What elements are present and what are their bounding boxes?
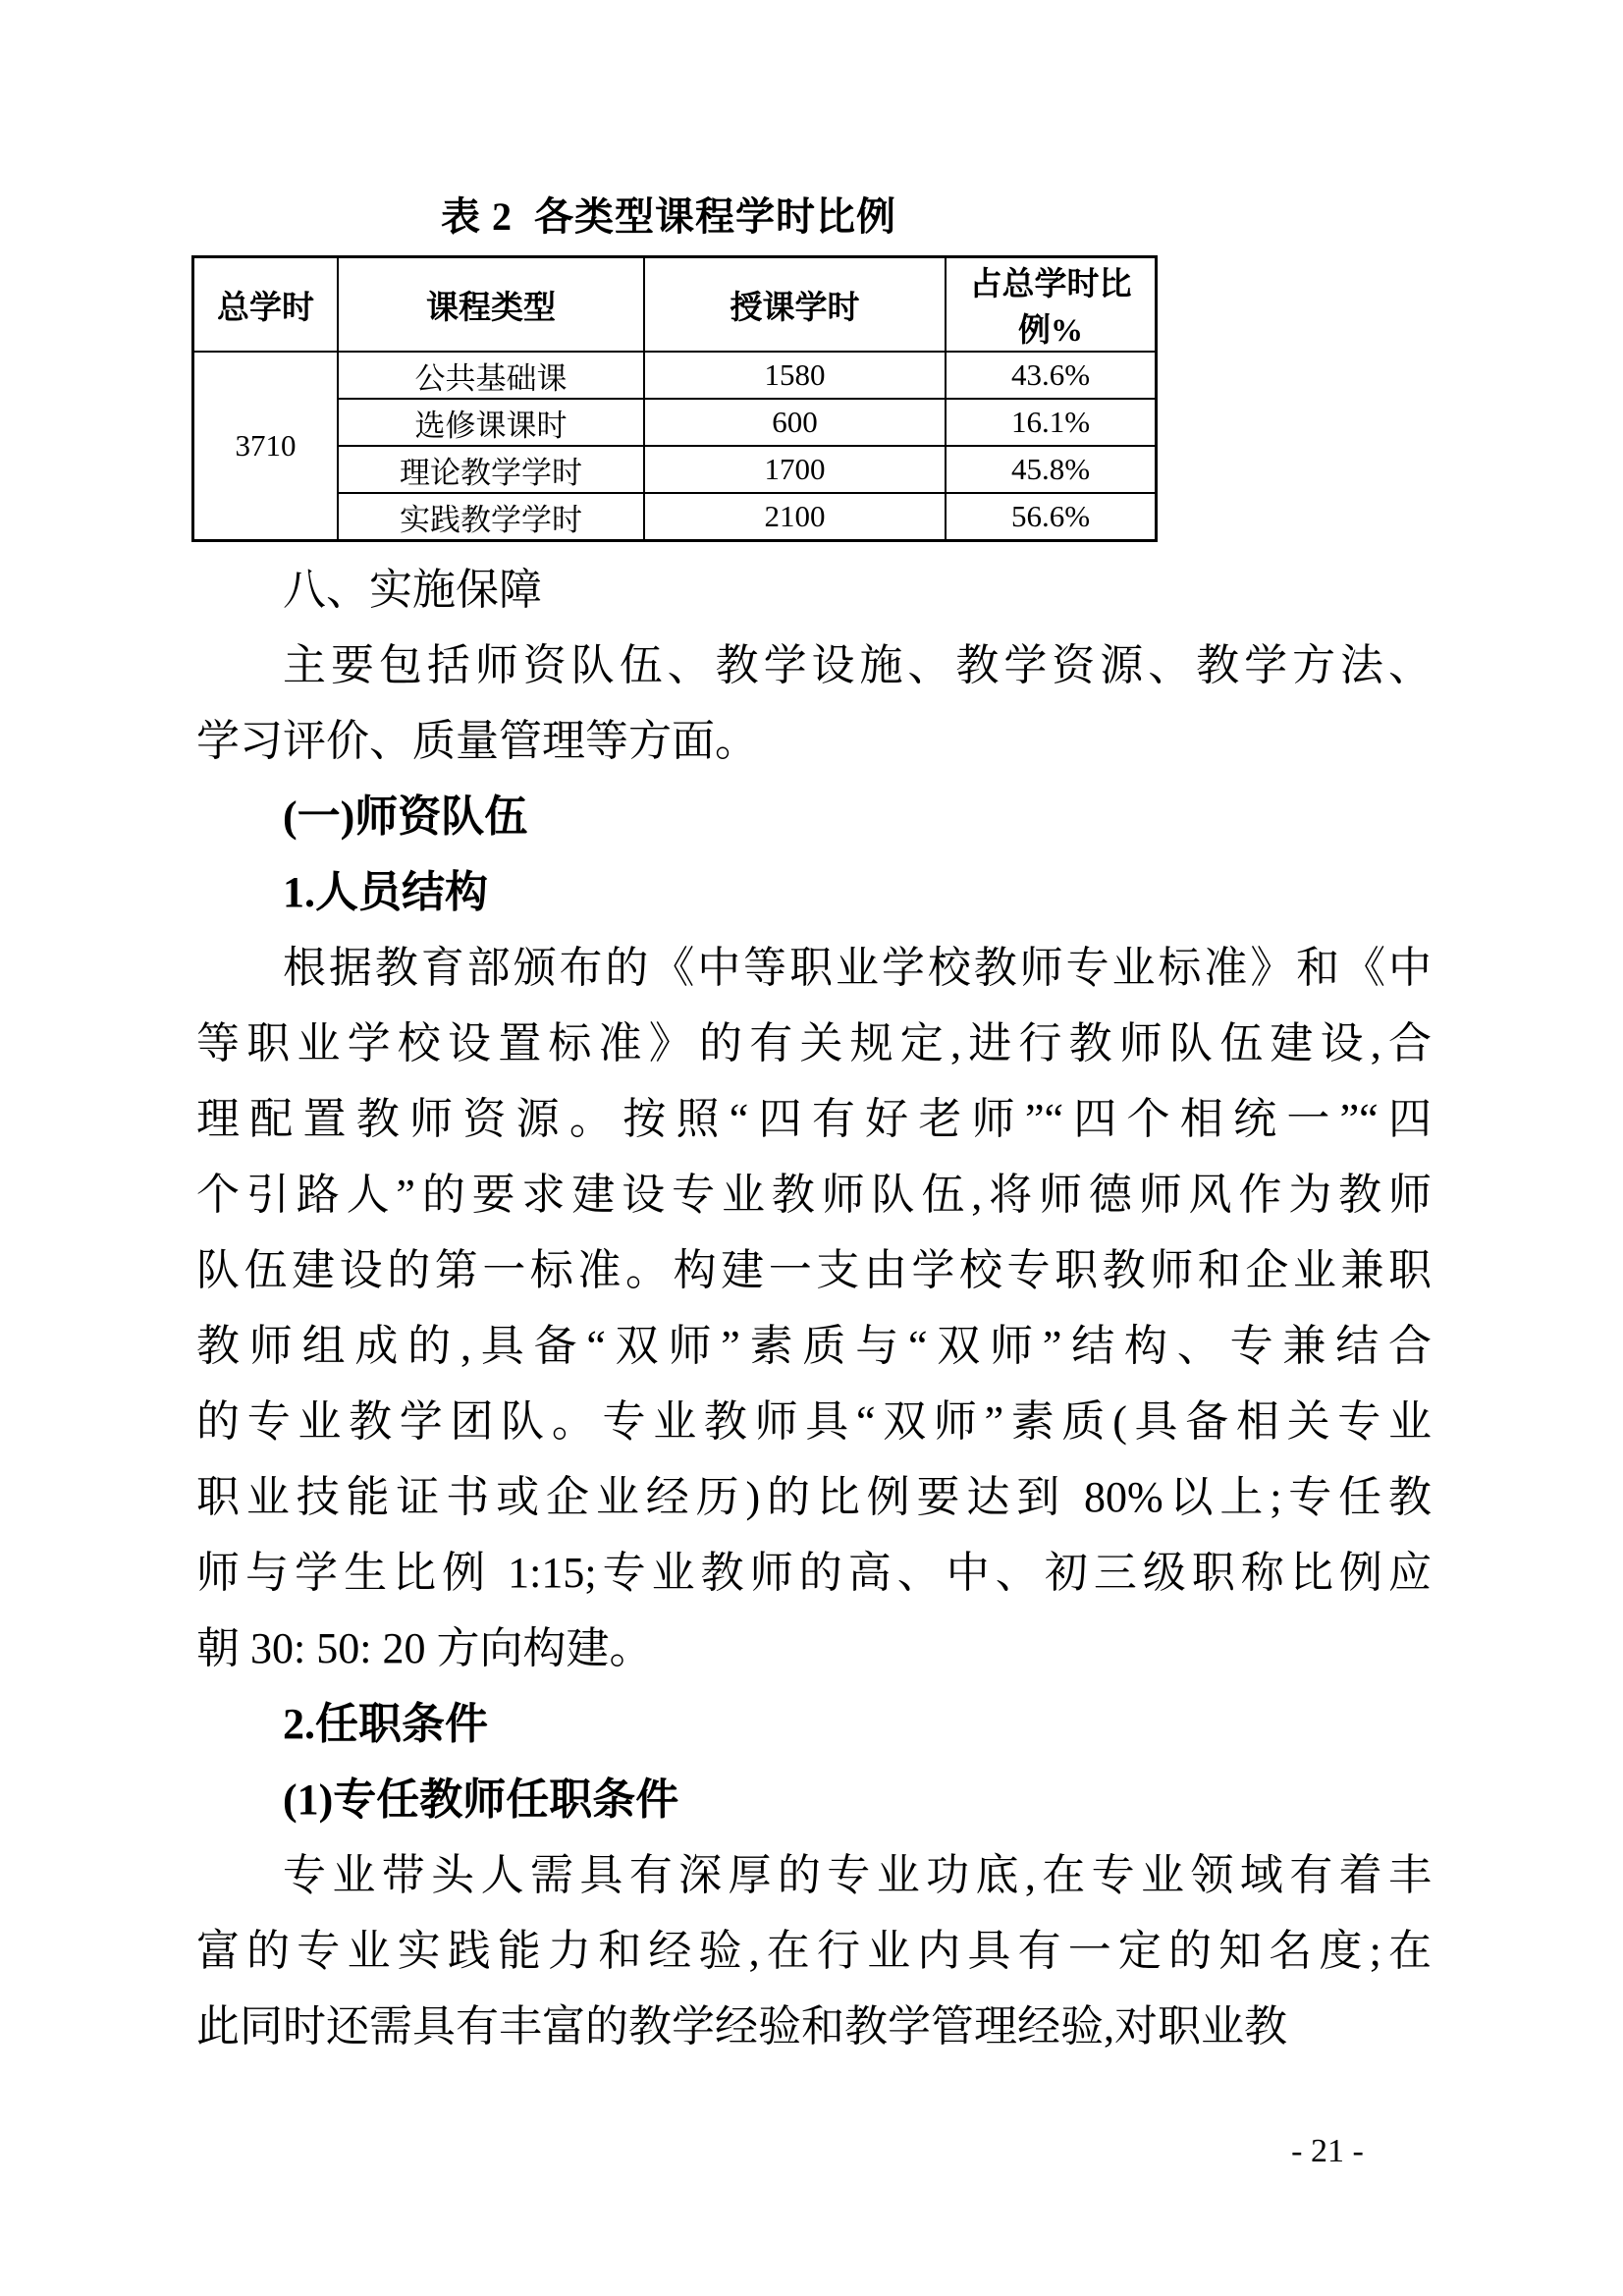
paragraph-line: 教师组成的,具备“双师”素质与“双师”结构、专兼结合 (196, 1322, 1432, 1370)
table-title: 表 2 各类型课程学时比例 (441, 194, 896, 239)
heading-personnel-structure: 1.人员结构 (283, 868, 488, 916)
header-class-hours: 授课学时 (644, 257, 946, 353)
table-row (193, 352, 1157, 399)
hours-cell: 600 (644, 399, 946, 446)
heading-qualification: 2.任职条件 (283, 1700, 488, 1748)
header-percent: 占总学时比例% (946, 257, 1157, 353)
table-row (193, 399, 1157, 446)
section-heading-8: 八、实施保障 (283, 566, 542, 614)
paragraph-line: 富的专业实践能力和经验,在行业内具有一定的知名度;在 (196, 1927, 1432, 1975)
paragraph-line: 朝 30: 50: 20 方向构建。 (196, 1624, 653, 1672)
percent-cell: 43.6% (946, 352, 1157, 399)
paragraph-line: 学习评价、质量管理等方面。 (196, 717, 758, 765)
paragraph-line: 专业带头人需具有深厚的专业功底,在专业领域有着丰 (283, 1851, 1432, 1899)
paragraph-line: 个引路人”的要求建设专业教师队伍,将师德师风作为教师 (196, 1171, 1432, 1219)
paragraph-line: 理配置教师资源。按照“四有好老师”“四个相统一”“四 (196, 1095, 1432, 1143)
paragraph-line: 主要包括师资队伍、教学设施、教学资源、教学方法、 (283, 641, 1432, 689)
percent-cell: 56.6% (946, 493, 1157, 541)
table-row (193, 446, 1157, 493)
hours-cell: 1700 (644, 446, 946, 493)
course-type-cell: 理论教学学时 (338, 446, 644, 493)
paragraph-line: 的专业教学团队。专业教师具“双师”素质(具备相关专业 (196, 1397, 1432, 1446)
table-row (193, 493, 1157, 541)
table-header-row (193, 257, 1157, 353)
course-type-cell: 实践教学学时 (338, 493, 644, 541)
course-hours-table-block (191, 192, 1146, 542)
paragraph-line: 此同时还需具有丰富的教学经验和教学管理经验,对职业教 (196, 2002, 1287, 2050)
header-total-hours: 总学时 (193, 257, 339, 353)
hours-cell: 2100 (644, 493, 946, 541)
header-course-type: 课程类型 (338, 257, 644, 353)
body-text (196, 552, 1432, 2064)
percent-cell: 16.1% (946, 399, 1157, 446)
page-number: - 21 - (1291, 2133, 1364, 2169)
heading-teacher-team: (一)师资队伍 (283, 793, 528, 841)
paragraph-line: 职业技能证书或企业经历)的比例要达到 80%以上;专任教 (196, 1473, 1432, 1521)
hours-cell: 1580 (644, 352, 946, 399)
course-hours-table (191, 255, 1158, 542)
percent-cell: 45.8% (946, 446, 1157, 493)
paragraph-line: 队伍建设的第一标准。构建一支由学校专职教师和企业兼职 (196, 1246, 1432, 1294)
paragraph-line: 等职业学校设置标准》的有关规定,进行教师队伍建设,合 (196, 1019, 1432, 1067)
paragraph-line: 根据教育部颁布的《中等职业学校教师专业标准》和《中 (283, 944, 1432, 992)
total-hours-value: 3710 (193, 352, 339, 541)
heading-fulltime-teacher: (1)专任教师任职条件 (283, 1776, 679, 1824)
course-type-cell: 公共基础课 (338, 352, 644, 399)
paragraph-line: 师与学生比例 1:15;专业教师的高、中、初三级职称比例应 (196, 1549, 1432, 1597)
course-type-cell: 选修课课时 (338, 399, 644, 446)
